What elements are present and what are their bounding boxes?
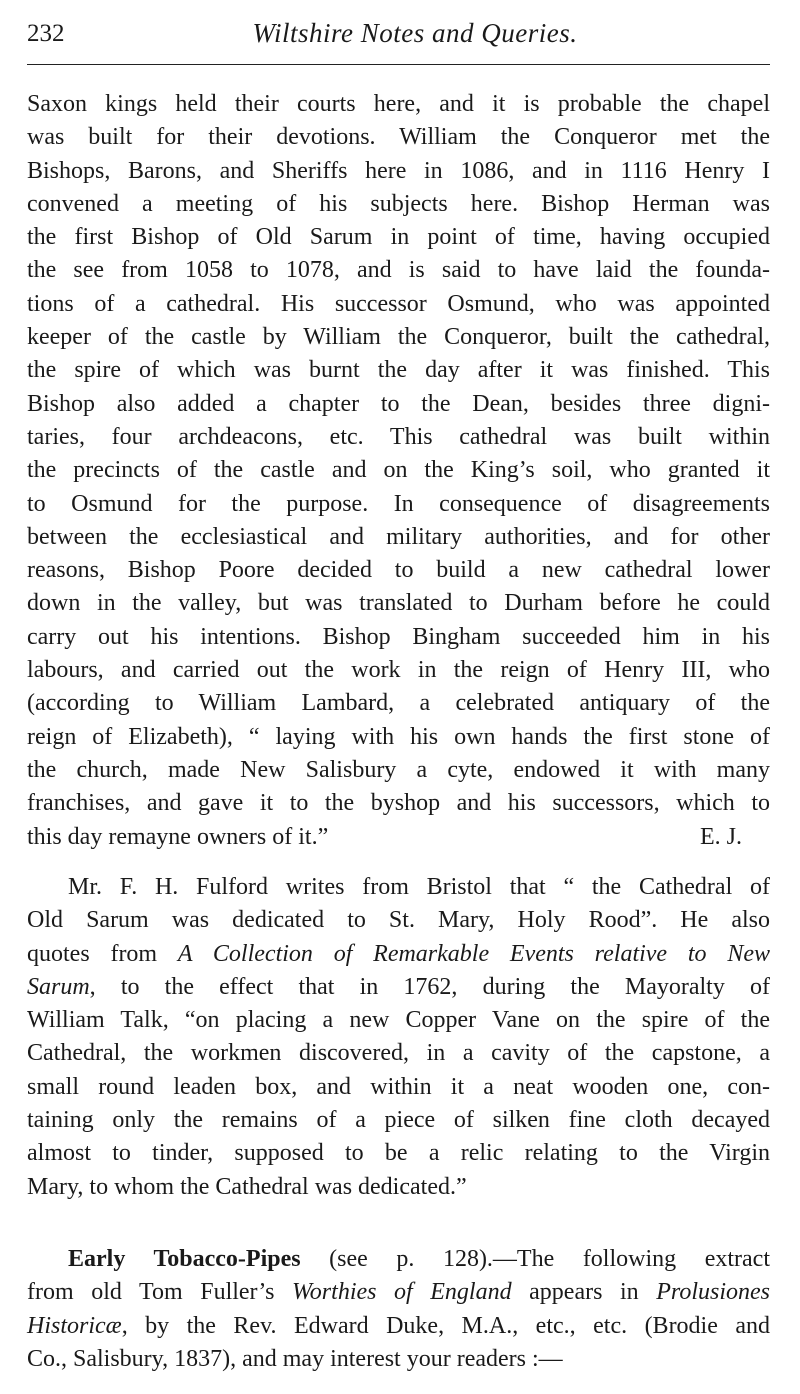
- text-run: this day remayne owners of it.”: [27, 823, 329, 850]
- text-line: [27, 1137, 770, 1170]
- text-run: Saxon kings held their courts here, and it is probable the chapel: [27, 91, 770, 117]
- text-line: [27, 754, 770, 787]
- text-line: [27, 1276, 770, 1309]
- text-line: [27, 721, 770, 754]
- text-run: taining only the remains of a piece of silken fine cloth decayed: [27, 1107, 770, 1134]
- text-run: franchises, and gave it to the byshop and his successors, which to: [27, 790, 770, 817]
- text-run: almost to tinder, supposed to be a relic relating to the Virgin: [27, 1140, 770, 1167]
- page-number: 232: [27, 20, 65, 47]
- text-run: (see p. 128).—The following extract: [300, 1246, 770, 1272]
- text-run: appears in: [511, 1279, 657, 1306]
- text-run: labours, and carried out the work in the reign of Henry III, who: [27, 657, 770, 684]
- text-run: carry out his intentions. Bishop Bingham succeeded him in his: [27, 623, 770, 650]
- text-run: between the ecclesiastical and military authorities, and for other: [27, 523, 770, 550]
- text-line: [27, 421, 770, 454]
- text-line: [27, 554, 770, 587]
- text-line: [27, 121, 770, 154]
- text-run: quotes from: [27, 940, 178, 967]
- text-line: [27, 904, 770, 937]
- paragraph-old-sarum-history: [27, 88, 770, 854]
- text-line: [27, 687, 770, 720]
- text-line: [27, 787, 770, 820]
- text-run: , by the Rev. Edward Duke, M.A., etc., etc. (Brodie and: [121, 1312, 770, 1339]
- italic-title: Worthies of England: [292, 1279, 512, 1306]
- text-line: [27, 871, 770, 904]
- text-line: [27, 1343, 770, 1376]
- text-line: [27, 454, 770, 487]
- header-rule: [27, 64, 770, 65]
- text-line: [27, 1104, 770, 1137]
- text-run: the church, made New Salisbury a cyte, endowed it with many: [27, 756, 770, 783]
- running-title: Wiltshire Notes and Queries.: [252, 18, 578, 48]
- italic-title: Prolusiones: [656, 1279, 771, 1306]
- text-line: [27, 288, 770, 321]
- text-line: [27, 1037, 770, 1070]
- text-line: [27, 821, 770, 854]
- text-run: William Talk, “on placing a new Copper Vane on the spire of the: [27, 1007, 770, 1034]
- text-run: reasons, Bishop Poore decided to build a new cathedral lower: [27, 557, 770, 584]
- text-run: small round leaden box, and within it a neat wooden one, con-: [27, 1073, 770, 1100]
- paragraph-early-tobacco-pipes: [27, 1243, 770, 1376]
- text-run: the precincts of the castle and on the King’s soil, who granted it: [27, 457, 770, 484]
- text-run: keeper of the castle by William the Conqueror, built the cathedral,: [27, 324, 770, 351]
- text-line: [27, 938, 770, 971]
- italic-title: Historicæ: [27, 1312, 122, 1339]
- text-line: [27, 155, 770, 188]
- text-line: [27, 621, 770, 654]
- text-run: tions of a cathedral. His successor Osmund, who was appointed: [27, 290, 770, 317]
- text-run: Cathedral, the workmen discovered, in a cavity of the capstone, a: [27, 1040, 770, 1067]
- text-run: convened a meeting of his subjects here. Bishop Herman was: [27, 190, 770, 217]
- signature-initials: E. J.: [700, 823, 742, 850]
- text-line: [27, 1243, 770, 1276]
- text-line: [27, 1171, 770, 1204]
- text-line: [27, 388, 770, 421]
- text-line: [27, 654, 770, 687]
- text-line: [27, 354, 770, 387]
- text-run: Bishops, Barons, and Sheriffs here in 1086, and in 1116 Henry I: [27, 157, 770, 184]
- text-line: [27, 521, 770, 554]
- section-heading: Early Tobacco-Pipes: [68, 1246, 301, 1272]
- text-line: [27, 971, 770, 1004]
- text-line: [27, 188, 770, 221]
- text-line: [27, 1071, 770, 1104]
- paragraph-fulford-letter: [27, 871, 770, 1204]
- text-run: Bishop also added a chapter to the Dean, besides three digni-: [27, 390, 770, 417]
- text-run: was built for their devotions. William the Conqueror met the: [27, 124, 770, 151]
- text-run: to Osmund for the purpose. In consequence of disagreements: [27, 490, 770, 517]
- text-run: the see from 1058 to 1078, and is said to have laid the founda-: [27, 257, 770, 284]
- text-line: [27, 221, 770, 254]
- italic-title: A Collection of Remarkable Events relative to New: [177, 940, 771, 967]
- text-run: from old Tom Fuller’s: [27, 1279, 293, 1306]
- text-run: Mary, to whom the Cathedral was dedicated.”: [27, 1173, 467, 1200]
- text-run: , to the effect that in 1762, during the Mayoralty of: [89, 973, 770, 1000]
- text-line: [27, 1310, 770, 1343]
- text-line: [27, 321, 770, 354]
- text-line: [27, 254, 770, 287]
- text-run: (according to William Lambard, a celebrated antiquary of the: [27, 690, 770, 717]
- italic-title: Sarum: [27, 973, 90, 1000]
- text-run: taries, four archdeacons, etc. This cathedral was built within: [27, 423, 770, 450]
- text-line: [27, 88, 770, 121]
- text-run: the first Bishop of Old Sarum in point of time, having occupied: [27, 224, 770, 251]
- text-line: [27, 1004, 770, 1037]
- text-run: down in the valley, but was translated to Durham before he could: [27, 590, 770, 617]
- text-run: reign of Elizabeth), “ laying with his own hands the first stone of: [27, 723, 770, 750]
- text-line: [27, 587, 770, 620]
- text-run: Old Sarum was dedicated to St. Mary, Holy Rood”. He also: [27, 907, 770, 934]
- text-run: the spire of which was burnt the day after it was finished. This: [27, 357, 770, 384]
- text-line: [27, 488, 770, 521]
- text-run: Co., Salisbury, 1837), and may interest your readers :—: [27, 1345, 563, 1372]
- text-run: Mr. F. H. Fulford writes from Bristol that “ the Cathedral of: [68, 874, 770, 900]
